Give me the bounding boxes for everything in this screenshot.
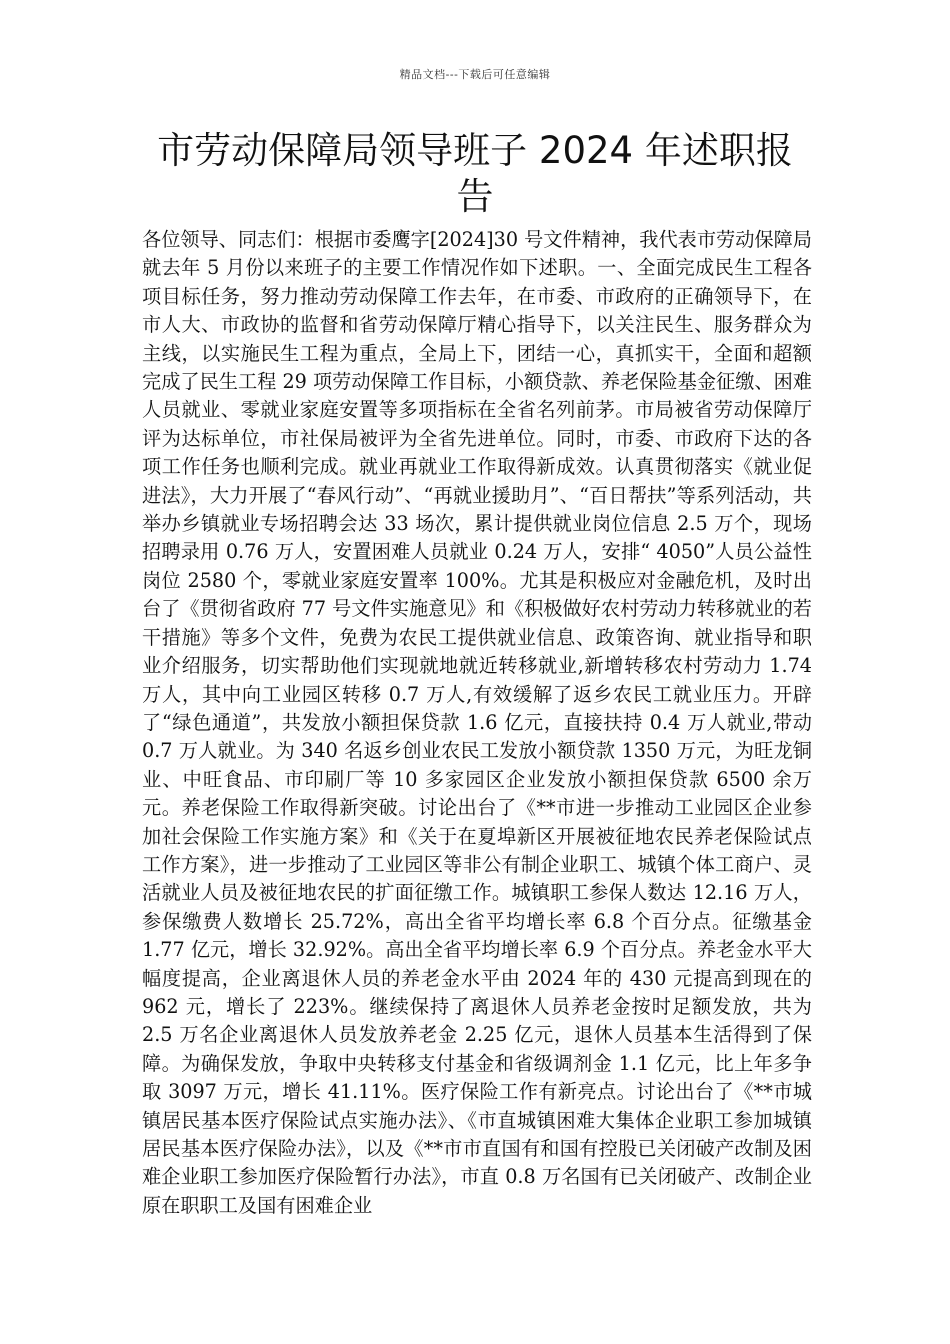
document-title: 市劳动保障局领导班子 2024 年述职报告 [157, 129, 793, 218]
header-note: 精品文档---下载后可任意编辑 [399, 68, 551, 81]
body-paragraph: 各位领导、同志们：根据市委鹰字[2024]30 号文件精神，我代表市劳动保障局就去年 5 月份以来班子的主要工作情况作如下述职。一、全面完成民生工程各项目标任务，努力推动劳动保障工作去年，在市委、市政府的正确领导下，在市人大、市政协的监督和省劳动保障厅精心指导下，以关注民生、服务群众为主线，以实施民生工程为重点，全局上下，团结一心，真抓实干，全面和超额完成了民生工程 29 项劳动保障工作目标，小额贷款、养老保险基金征缴、困难人员就业、零就业家庭安置等多项指标在全省名列前茅。市局被省劳动保障厅评为达标单位，市社保局被评为全省先进单位。同时，市委、市政府下达的各项工作任务也顺利完成。就业再就业工作取得新成效。认真贯彻落实《就业促进法》，大力开展了“春风行动”、“再就业援助月”、“百日帮扶”等系列活动，共举办乡镇就业专场招聘会达 33 场次，累计提供就业岗位信息 2.5 万个，现场招聘录用 0.76 万人，安置困难人员就业 0.24 万人，安排“ 4050”人员公益性岗位 2580 个，零就业家庭安置率 100%。尤其是积极应对金融危机，及时出台了《贯彻省政府 77 号文件实施意见》和《积极做好农村劳动力转移就业的若干措施》等多个文件，免费为农民工提供就业信息、政策咨询、就业指导和职业介绍服务，切实帮助他们实现就地就近转移就业,新增转移农村劳动力 1.74 万人，其中向工业园区转移 0.7 万人,有效缓解了返乡农民工就业压力。开辟了“绿色通道”，共发放小额担保贷款 1.6 亿元，直接扶持 0.4 万人就业,带动 0.7 万人就业。为 340 名返乡创业农民工发放小额贷款 1350 万元，为旺龙铜业、中旺食品、市印刷厂等 10 多家园区企业发放小额担保贷款 6500 余万元。养老保险工作取得新突破。讨论出台了《**市进一步推动工业园区企业参加社会保险工作实施方案》和《关于在夏埠新区开展被征地农民养老保险试点工作方案》，进一步推动了工业园区等非公有制企业职工、城镇个体工商户、灵活就业人员及被征地农民的扩面征缴工作。城镇职工参保人数达 12.16 万人，参保缴费人数增长 25.72%，高出全省平均增长率 6.8 个百分点。征缴基金 1.77 亿元，增长 32.92%。高出全省平均增长率 6.9 个百分点。养老金水平大幅度提高，企业离退休人员的养老金水平由 2024 年的 430 元提高到现在的 962 元，增长了 223%。继续保持了离退休人员养老金按时足额发放，共为 2.5 万名企业离退休人员发放养老金 2.25 亿元，退休人员基本生活得到了保障。为确保发放，争取中央转移支付基金和省级调剂金 1.1 亿元，比上年多争取 3097 万元，增长 41.11%。医疗保险工作有新亮点。讨论出台了《**市城镇居民基本医疗保险试点实施办法》、《市直城镇困难大集体企业职工参加城镇居民基本医疗保险办法》，以及《**市市直国有和国有控股已关闭破产改制及困难企业职工参加医疗保险暂行办法》，市直 0.8 万名国有已关闭破产、改制企业原在职职工及国有困难企业 [142, 228, 812, 1217]
